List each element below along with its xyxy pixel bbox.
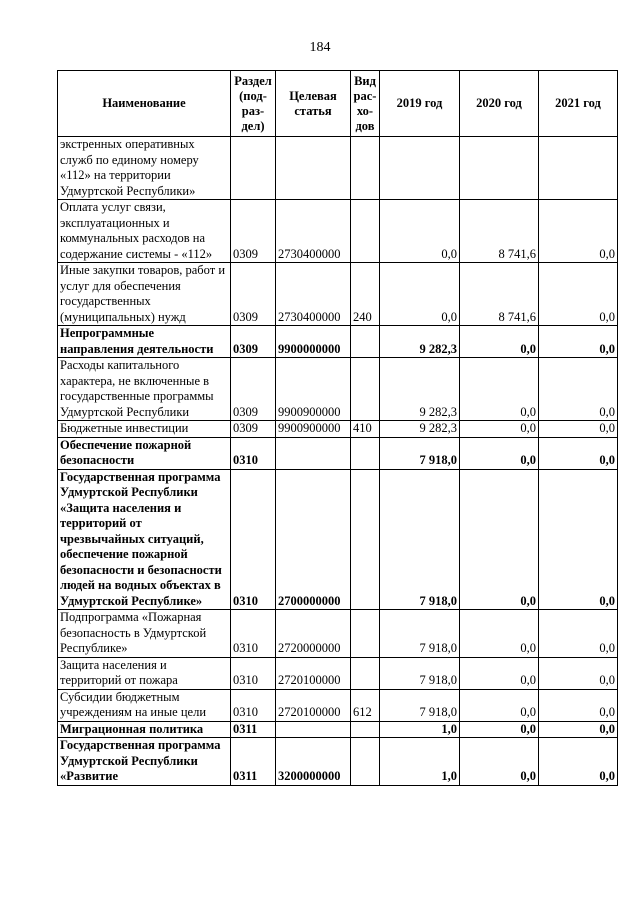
cell-section: 0311: [231, 721, 276, 738]
cell-y2020: 0,0: [460, 326, 539, 358]
cell-name: Иные закупки товаров, работ и услуг для обеспечения государственных (муниципальных) нужд: [58, 263, 231, 326]
cell-y2021: 0,0: [539, 738, 618, 786]
cell-y2019: 7 918,0: [380, 610, 460, 658]
table-row: [58, 738, 618, 786]
cell-y2020: 0,0: [460, 738, 539, 786]
cell-y2019: 1,0: [380, 721, 460, 738]
cell-section: 0311: [231, 738, 276, 786]
cell-name: Расходы капитального характера, не включенные в государственные программы Удмуртской Республики: [58, 358, 231, 421]
table-row: [58, 358, 618, 421]
cell-section: 0310: [231, 437, 276, 469]
cell-name: Подпрограмма «Пожарная безопасность в Удмуртской Республике»: [58, 610, 231, 658]
cell-section: 0309: [231, 326, 276, 358]
table-row: [58, 263, 618, 326]
cell-y2019: 0,0: [380, 263, 460, 326]
cell-y2020: [460, 137, 539, 200]
cell-target: [276, 137, 351, 200]
cell-target: 9900900000: [276, 421, 351, 438]
header-type: Вид рас-хо-дов: [351, 71, 380, 137]
cell-section: 0310: [231, 657, 276, 689]
cell-y2019: 1,0: [380, 738, 460, 786]
header-2019: 2019 год: [380, 71, 460, 137]
cell-y2021: 0,0: [539, 263, 618, 326]
cell-name: Защита населения и территорий от пожара: [58, 657, 231, 689]
cell-y2021: 0,0: [539, 689, 618, 721]
cell-type: [351, 657, 380, 689]
cell-target: 3200000000: [276, 738, 351, 786]
cell-type: [351, 358, 380, 421]
cell-target: 2720100000: [276, 657, 351, 689]
cell-target: 9900900000: [276, 358, 351, 421]
page-number: 184: [309, 40, 331, 55]
table-body: [58, 137, 618, 786]
cell-name: Бюджетные инвестиции: [58, 421, 231, 438]
table-row: [58, 437, 618, 469]
cell-y2020: 0,0: [460, 657, 539, 689]
cell-y2019: 7 918,0: [380, 469, 460, 610]
cell-y2021: 0,0: [539, 358, 618, 421]
cell-type: [351, 326, 380, 358]
cell-y2019: 7 918,0: [380, 437, 460, 469]
cell-target: 2720000000: [276, 610, 351, 658]
budget-table: [57, 70, 618, 786]
cell-section: 0309: [231, 200, 276, 263]
header-target: Целевая статья: [276, 71, 351, 137]
cell-y2020: 0,0: [460, 469, 539, 610]
cell-y2019: 9 282,3: [380, 358, 460, 421]
cell-type: 410: [351, 421, 380, 438]
cell-y2020: 0,0: [460, 689, 539, 721]
cell-y2019: 7 918,0: [380, 689, 460, 721]
cell-type: [351, 721, 380, 738]
table-row: [58, 421, 618, 438]
cell-type: [351, 738, 380, 786]
cell-y2020: 0,0: [460, 437, 539, 469]
cell-type: [351, 437, 380, 469]
cell-y2021: 0,0: [539, 200, 618, 263]
cell-target: 2730400000: [276, 263, 351, 326]
cell-y2020: 8 741,6: [460, 263, 539, 326]
cell-type: 240: [351, 263, 380, 326]
cell-name: Непрограммные направления деятельности: [58, 326, 231, 358]
table-row: [58, 137, 618, 200]
cell-section: 0309: [231, 358, 276, 421]
cell-y2021: 0,0: [539, 326, 618, 358]
cell-y2021: 0,0: [539, 610, 618, 658]
table-row: [58, 721, 618, 738]
table-row: [58, 657, 618, 689]
cell-y2021: 0,0: [539, 469, 618, 610]
cell-y2020: 8 741,6: [460, 200, 539, 263]
header-2020: 2020 год: [460, 71, 539, 137]
cell-name: Государственная программа Удмуртской Республики «Защита населения и территорий от чрезвычайных ситуаций, обеспечение пожарной безопасности и безопасности людей на водных объектах в Удмуртской Республике»: [58, 469, 231, 610]
cell-name: экстренных оперативных служб по единому номеру «112» на территории Удмуртской Республики»: [58, 137, 231, 200]
cell-type: [351, 200, 380, 263]
cell-y2020: 0,0: [460, 721, 539, 738]
cell-type: 612: [351, 689, 380, 721]
cell-section: 0309: [231, 421, 276, 438]
cell-section: 0310: [231, 469, 276, 610]
cell-y2019: 0,0: [380, 200, 460, 263]
cell-section: 0310: [231, 610, 276, 658]
cell-name: Государственная программа Удмуртской Республики «Развитие: [58, 738, 231, 786]
cell-target: 9900000000: [276, 326, 351, 358]
cell-name: Оплата услуг связи, эксплуатационных и коммунальных расходов на содержание системы - «112»: [58, 200, 231, 263]
table-row: [58, 610, 618, 658]
table-header-row: [58, 71, 618, 137]
cell-type: [351, 469, 380, 610]
cell-target: 2720100000: [276, 689, 351, 721]
cell-target: 2700000000: [276, 469, 351, 610]
cell-y2020: 0,0: [460, 421, 539, 438]
cell-section: 0310: [231, 689, 276, 721]
cell-section: [231, 137, 276, 200]
header-section: Раздел (под-раз-дел): [231, 71, 276, 137]
cell-y2021: [539, 137, 618, 200]
table-row: [58, 200, 618, 263]
cell-name: Миграционная политика: [58, 721, 231, 738]
cell-y2020: 0,0: [460, 358, 539, 421]
cell-target: 2730400000: [276, 200, 351, 263]
cell-y2020: 0,0: [460, 610, 539, 658]
cell-y2019: [380, 137, 460, 200]
cell-target: [276, 437, 351, 469]
cell-type: [351, 137, 380, 200]
cell-y2019: 9 282,3: [380, 421, 460, 438]
table-row: [58, 469, 618, 610]
cell-y2019: 7 918,0: [380, 657, 460, 689]
header-2021: 2021 год: [539, 71, 618, 137]
cell-name: Обеспечение пожарной безопасности: [58, 437, 231, 469]
cell-target: [276, 721, 351, 738]
cell-type: [351, 610, 380, 658]
cell-y2021: 0,0: [539, 437, 618, 469]
header-name: Наименование: [58, 71, 231, 137]
table-row: [58, 689, 618, 721]
table-row: [58, 326, 618, 358]
cell-y2021: 0,0: [539, 657, 618, 689]
cell-y2021: 0,0: [539, 721, 618, 738]
cell-name: Субсидии бюджетным учреждениям на иные цели: [58, 689, 231, 721]
cell-section: 0309: [231, 263, 276, 326]
cell-y2019: 9 282,3: [380, 326, 460, 358]
cell-y2021: 0,0: [539, 421, 618, 438]
